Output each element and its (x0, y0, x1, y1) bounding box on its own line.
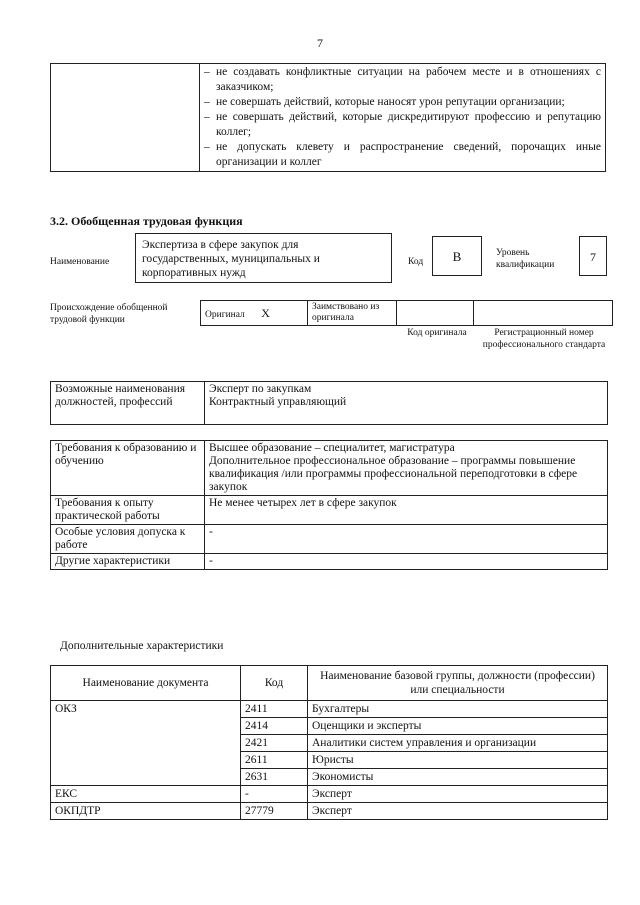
group-name-cell: Эксперт (308, 786, 608, 803)
positions-values (205, 382, 608, 425)
origin-code-cell (397, 301, 474, 326)
group-name-cell: Оценщики и эксперты (308, 718, 608, 735)
registration-number-caption: Регистрационный номер профессионального стандарта (482, 328, 606, 350)
code-cell: 2414 (241, 718, 308, 735)
code-label: Код (408, 257, 424, 267)
ethics-list-cell (200, 64, 606, 172)
requirement-row (51, 496, 608, 525)
section-heading: 3.2. Обобщенная трудовая функция (50, 214, 243, 228)
ethics-item: – не допускать клевету и распространение сведений, порочащих иные организации и коллег (204, 141, 601, 168)
code-cell: - (241, 786, 308, 803)
function-code-box: B (432, 236, 482, 276)
table-row (51, 701, 608, 718)
original-mark: X (261, 305, 270, 320)
ethics-empty-cell (51, 64, 200, 172)
registration-number-cell (474, 301, 613, 326)
requirement-line: Дополнительное профессиональное образование – программы повышение квалификация /или программы профессиональной переподготовки в сфере закупок (209, 455, 578, 493)
code-cell: 2421 (241, 735, 308, 752)
positions-table (50, 381, 608, 425)
header-code: Код (241, 666, 308, 701)
header-document: Наименование документа (51, 666, 241, 701)
borrowed-label: Заимствовано из оригинала (308, 301, 397, 326)
additional-table (50, 665, 608, 820)
page-number: 7 (317, 36, 323, 50)
group-name-cell: Эксперт (308, 803, 608, 820)
table-row (51, 786, 608, 803)
requirement-label: Требования к опыту практической работы (51, 496, 205, 525)
origin-table (200, 300, 613, 326)
origin-code-caption: Код оригинала (407, 328, 467, 338)
requirement-value: Не менее четырех лет в сфере закупок (205, 496, 608, 525)
code-cell: 2631 (241, 769, 308, 786)
requirements-table (50, 440, 608, 570)
code-cell: 2411 (241, 701, 308, 718)
origin-label: Происхождение обобщенной трудовой функции (50, 303, 168, 325)
requirement-line: Высшее образование – специалитет, магистратура (209, 442, 455, 454)
ethics-item: – не совершать действий, которые дискредитируют профессию и репутацию коллег; (204, 111, 601, 138)
table-row (51, 803, 608, 820)
requirement-value: - (205, 525, 608, 554)
code-cell: 27779 (241, 803, 308, 820)
group-name-cell: Юристы (308, 752, 608, 769)
doc-cell: ОКПДТР (51, 803, 241, 820)
requirement-row (51, 525, 608, 554)
qualification-level-label: Уровень квалификации (496, 248, 555, 270)
requirement-label: Требования к образованию и обучению (51, 441, 205, 496)
requirement-row (51, 441, 608, 496)
requirement-label: Особые условия допуска к работе (51, 525, 205, 554)
table-header-row (51, 666, 608, 701)
group-name-cell: Экономисты (308, 769, 608, 786)
group-name-cell: Аналитики систем управления и организации (308, 735, 608, 752)
positions-label: Возможные наименования должностей, профессий (51, 382, 205, 425)
ethics-item: – не совершать действий, которые наносят урон репутации организации; (204, 96, 565, 108)
group-name-cell: Бухгалтеры (308, 701, 608, 718)
name-label: Наименование (50, 257, 110, 267)
header-group-name: Наименование базовой группы, должности (профессии) или специальности (308, 666, 608, 701)
position-item: Контрактный управляющий (209, 396, 347, 408)
requirement-row (51, 554, 608, 570)
position-item: Эксперт по закупкам (209, 383, 312, 395)
ethics-item: – не создавать конфликтные ситуации на рабочем месте и в отношениях с заказчиком; (204, 66, 601, 93)
function-name-box: Экспертиза в сфере закупок для государственных, муниципальных и корпоративных нужд (135, 233, 392, 283)
requirement-label: Другие характеристики (51, 554, 205, 570)
ethics-table (50, 63, 606, 172)
doc-cell: ЕКС (51, 786, 241, 803)
okz-doc-cell: ОКЗ (51, 701, 241, 786)
qualification-level-box: 7 (579, 236, 607, 276)
code-cell: 2611 (241, 752, 308, 769)
requirement-value (205, 441, 608, 496)
original-label: Оригинал (205, 309, 245, 320)
additional-title: Дополнительные характеристики (60, 640, 224, 652)
requirement-value: - (205, 554, 608, 570)
